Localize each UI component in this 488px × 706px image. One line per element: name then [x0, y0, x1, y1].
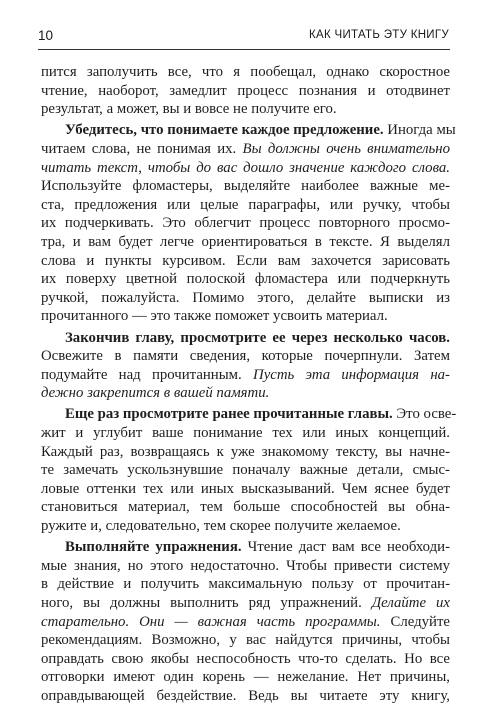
paragraph — [41, 329, 450, 403]
text-line: подумайте над прочитанным. Пусть эта информация на- — [41, 366, 450, 383]
text-line: прочитанного — это также поможет усвоить материал. — [41, 308, 388, 325]
text-line: Убедитесь, что понимаете каждое предложение. Иногда мы — [65, 122, 456, 139]
paragraph — [41, 538, 450, 705]
text-line: ного, вы должны выполнить ряд упражнений. Делайте их — [41, 595, 451, 611]
running-title: КАК ЧИТАТЬ ЭТУ КНИГУ — [309, 29, 449, 41]
text-line: результат, а может, вы и вовсе не получите его. — [41, 101, 337, 118]
text-line: Выполняйте упражнения. Чтение даст вам все необходи- — [65, 539, 450, 556]
italic-text: Вы должны очень внимательно — [242, 140, 450, 157]
body-text — [41, 63, 457, 706]
text-line: Используйте фломастеры, выделяйте наиболее важные ме- — [41, 178, 450, 195]
text-line: ста, предложения или целые параграфы, или ручку, чтобы — [41, 196, 450, 213]
text-line: питcя заполучить все, что я пообещал, однако скоростное — [41, 64, 450, 80]
paragraph — [41, 405, 457, 535]
italic-text: читать текст, чтобы до вас дошло значение каждого слова. — [41, 159, 450, 176]
text-line: рекомендациям. Возможно, у вас найдутся причины, чтобы — [41, 632, 450, 649]
text-line: оправдать свою якобы неспособность что-то сделать. Но все — [41, 650, 450, 667]
text-line: их подчеркивать. Это облегчит процесс повторного просмо- — [41, 215, 450, 232]
text-line — [41, 159, 450, 178]
page-number: 10 — [38, 28, 54, 43]
bold-lead: Убедитесь, что понимаете каждое предложение. — [65, 122, 384, 139]
text-line: ловые оттенки тех или иных высказываний. Чем яснее будет — [41, 480, 450, 497]
text-line: те замечать ускользнувшие поначалу важные детали, смыс- — [41, 462, 450, 479]
running-head — [38, 27, 450, 49]
text-line: чтение, наоборот, замедлит процесс познания и отодвинет — [41, 82, 450, 99]
italic-text: Пусть эта информация на- — [253, 366, 450, 383]
text-line: становиться материал, тем больше способностей вы обна- — [41, 499, 450, 516]
italic-text: дежно закрепится в вашей памяти. — [41, 385, 270, 402]
text-line: читаем слова, не понимая их. Вы должны очень внимательно — [41, 140, 450, 157]
text-line: отговорки имеют один корень — нежелание. Нет причины, — [41, 669, 450, 686]
text-line: оправдывающей бездействие. Ведь вы читаете эту книгу, — [41, 687, 450, 704]
text-line — [41, 329, 450, 348]
bold-lead: Закончив главу, просмотрите ее через несколько часов. — [65, 329, 450, 346]
text-line: Освежите в памяти сведения, которые почерпнули. Затем — [41, 348, 450, 365]
text-line: их поверху цветной полоской фломастера или подчеркнуть — [41, 271, 450, 288]
header-rule — [38, 49, 450, 50]
paragraph — [41, 121, 456, 326]
text-line — [41, 384, 450, 403]
italic-text: Делайте их — [371, 595, 451, 611]
text-line: Еще раз просмотрите ранее прочитанные главы. Это осве- — [65, 406, 457, 423]
text-line: слова и пункты курсивом. Если вам захочется зарисовать — [41, 252, 450, 269]
text-line: ружите и, следовательно, тем скорее получите желаемое. — [41, 518, 401, 535]
text-line: тра, и вам будет легче ориентироваться в тексте. Я выделял — [41, 233, 450, 250]
text-line: жит и углубит ваше понимание тех или иных концепций. — [41, 425, 450, 442]
text-line: Каждый раз, возвращаясь к уже знакомому тексту, вы начне- — [41, 443, 450, 460]
text-line: старательно. Они — важная часть программы. Следуйте — [41, 613, 450, 630]
bold-lead: Выполняйте упражнения. — [65, 539, 242, 556]
text-line: в действие и получить максимальную пользу от прочитан- — [41, 576, 450, 593]
bold-lead: Еще раз просмотрите ранее прочитанные главы. — [65, 406, 393, 423]
text-line: ручкой, пожалуйста. Помимо этого, делайте выписки из — [41, 289, 450, 306]
italic-text: старательно. Они — важная часть программы. — [41, 613, 381, 630]
text-line: мые знания, но этого недостаточно. Чтобы привести систему — [41, 557, 450, 574]
paragraph — [41, 63, 450, 119]
